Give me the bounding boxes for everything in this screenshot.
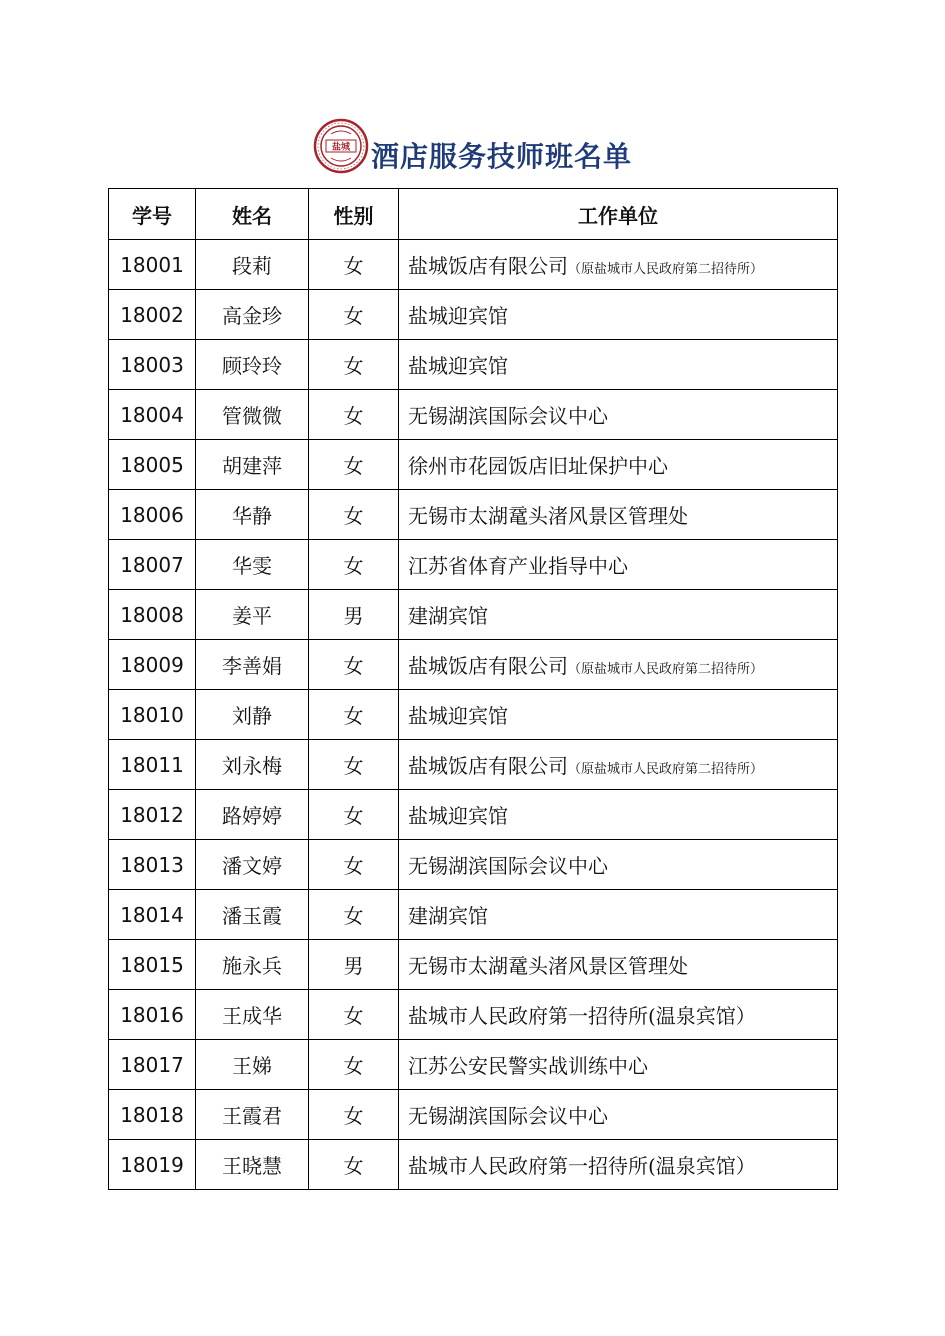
table-body: [109, 240, 838, 1190]
work-unit-cell: [399, 440, 838, 490]
table-row: [109, 690, 838, 740]
table-row: [109, 390, 838, 440]
student-id-cell: 18018: [109, 1090, 196, 1140]
table-header-row: [109, 189, 838, 240]
work-unit-note: （原盐城市人民政府第二招待所）: [568, 262, 764, 277]
work-unit-cell: [399, 740, 838, 790]
work-unit-text: 无锡市太湖鼋头渚风景区管理处: [408, 954, 688, 978]
student-name-cell: 刘永梅: [196, 740, 309, 790]
title-group: [313, 125, 632, 175]
work-unit-cell: [399, 1040, 838, 1090]
student-id-cell: 18001: [109, 240, 196, 290]
student-id-cell: 18015: [109, 940, 196, 990]
work-unit-cell: [399, 1140, 838, 1190]
student-id-cell: 18011: [109, 740, 196, 790]
work-unit-cell: [399, 490, 838, 540]
work-unit-cell: [399, 840, 838, 890]
gender-cell: 女: [309, 1140, 399, 1190]
student-name-cell: 路婷婷: [196, 790, 309, 840]
student-id-cell: 18016: [109, 990, 196, 1040]
gender-cell: 女: [309, 540, 399, 590]
student-id-cell: 18017: [109, 1040, 196, 1090]
work-unit-text: 无锡湖滨国际会议中心: [408, 1104, 608, 1128]
table-row: [109, 840, 838, 890]
school-seal-icon: [313, 118, 369, 174]
column-header-name: 姓名: [196, 189, 309, 240]
page-title: 酒店服务技师班名单: [370, 140, 632, 173]
work-unit-text: 盐城迎宾馆: [408, 354, 508, 378]
work-unit-text: 江苏公安民警实战训练中心: [408, 1054, 648, 1078]
gender-cell: 女: [309, 840, 399, 890]
gender-cell: 女: [309, 990, 399, 1040]
table-row: [109, 290, 838, 340]
gender-cell: 女: [309, 340, 399, 390]
student-name-cell: 潘文婷: [196, 840, 309, 890]
table-row: [109, 640, 838, 690]
work-unit-cell: [399, 240, 838, 290]
student-name-cell: 施永兵: [196, 940, 309, 990]
work-unit-cell: [399, 790, 838, 840]
student-name-cell: 胡建萍: [196, 440, 309, 490]
gender-cell: 女: [309, 390, 399, 440]
student-name-cell: 管微微: [196, 390, 309, 440]
student-id-cell: 18006: [109, 490, 196, 540]
gender-cell: 女: [309, 690, 399, 740]
student-name-cell: 李善娟: [196, 640, 309, 690]
work-unit-text: 盐城饭店有限公司: [408, 254, 568, 278]
student-name-cell: 潘玉霞: [196, 890, 309, 940]
gender-cell: 女: [309, 1090, 399, 1140]
student-id-cell: 18010: [109, 690, 196, 740]
work-unit-text: 盐城市人民政府第一招待所(温泉宾馆）: [408, 1004, 756, 1028]
work-unit-text: 无锡湖滨国际会议中心: [408, 854, 608, 878]
work-unit-text: 徐州市花园饭店旧址保护中心: [408, 454, 668, 478]
student-id-cell: 18008: [109, 590, 196, 640]
work-unit-text: 盐城迎宾馆: [408, 804, 508, 828]
work-unit-cell: [399, 640, 838, 690]
work-unit-text: 盐城市人民政府第一招待所(温泉宾馆）: [408, 1154, 756, 1178]
work-unit-cell: [399, 890, 838, 940]
student-name-cell: 段莉: [196, 240, 309, 290]
work-unit-text: 建湖宾馆: [408, 904, 488, 928]
work-unit-cell: [399, 290, 838, 340]
student-name-cell: 王霞君: [196, 1090, 309, 1140]
work-unit-text: 建湖宾馆: [408, 604, 488, 628]
student-name-cell: 王娣: [196, 1040, 309, 1090]
table-row: [109, 340, 838, 390]
gender-cell: 女: [309, 790, 399, 840]
work-unit-cell: [399, 340, 838, 390]
student-name-cell: 华静: [196, 490, 309, 540]
student-name-cell: 刘静: [196, 690, 309, 740]
table-row: [109, 590, 838, 640]
work-unit-cell: [399, 690, 838, 740]
table-row: [109, 240, 838, 290]
gender-cell: 女: [309, 890, 399, 940]
student-name-cell: 王晓慧: [196, 1140, 309, 1190]
work-unit-text: 盐城饭店有限公司: [408, 654, 568, 678]
table-row: [109, 540, 838, 590]
table-row: [109, 1090, 838, 1140]
gender-cell: 女: [309, 290, 399, 340]
gender-cell: 女: [309, 1040, 399, 1090]
student-id-cell: 18003: [109, 340, 196, 390]
work-unit-text: 无锡湖滨国际会议中心: [408, 404, 608, 428]
table-row: [109, 940, 838, 990]
student-id-cell: 18013: [109, 840, 196, 890]
student-id-cell: 18004: [109, 390, 196, 440]
student-name-cell: 华雯: [196, 540, 309, 590]
work-unit-note: （原盐城市人民政府第二招待所）: [568, 762, 764, 777]
work-unit-text: 无锡市太湖鼋头渚风景区管理处: [408, 504, 688, 528]
table-row: [109, 1040, 838, 1090]
roster-table: [108, 188, 838, 1190]
table-row: [109, 490, 838, 540]
title-row: [0, 118, 945, 182]
gender-cell: 女: [309, 490, 399, 540]
work-unit-cell: [399, 540, 838, 590]
work-unit-note: （原盐城市人民政府第二招待所）: [568, 662, 764, 677]
student-name-cell: 姜平: [196, 590, 309, 640]
student-id-cell: 18014: [109, 890, 196, 940]
column-header-id: 学号: [109, 189, 196, 240]
student-id-cell: 18007: [109, 540, 196, 590]
gender-cell: 女: [309, 240, 399, 290]
work-unit-text: 盐城迎宾馆: [408, 304, 508, 328]
student-id-cell: 18009: [109, 640, 196, 690]
work-unit-cell: [399, 940, 838, 990]
student-id-cell: 18019: [109, 1140, 196, 1190]
student-id-cell: 18005: [109, 440, 196, 490]
student-id-cell: 18002: [109, 290, 196, 340]
work-unit-cell: [399, 590, 838, 640]
column-header-unit: 工作单位: [399, 189, 838, 240]
gender-cell: 女: [309, 740, 399, 790]
table-row: [109, 890, 838, 940]
column-header-gender: 性别: [309, 189, 399, 240]
student-name-cell: 高金珍: [196, 290, 309, 340]
table-row: [109, 440, 838, 490]
work-unit-cell: [399, 390, 838, 440]
work-unit-cell: [399, 990, 838, 1040]
work-unit-text: 盐城迎宾馆: [408, 704, 508, 728]
student-name-cell: 王成华: [196, 990, 309, 1040]
gender-cell: 女: [309, 440, 399, 490]
work-unit-text: 盐城饭店有限公司: [408, 754, 568, 778]
table-row: [109, 790, 838, 840]
gender-cell: 女: [309, 640, 399, 690]
seal-text: 盐城: [331, 142, 350, 153]
student-id-cell: 18012: [109, 790, 196, 840]
work-unit-cell: [399, 1090, 838, 1140]
table-row: [109, 740, 838, 790]
gender-cell: 男: [309, 590, 399, 640]
work-unit-text: 江苏省体育产业指导中心: [408, 554, 628, 578]
table-row: [109, 990, 838, 1040]
table-row: [109, 1140, 838, 1190]
student-name-cell: 顾玲玲: [196, 340, 309, 390]
gender-cell: 男: [309, 940, 399, 990]
